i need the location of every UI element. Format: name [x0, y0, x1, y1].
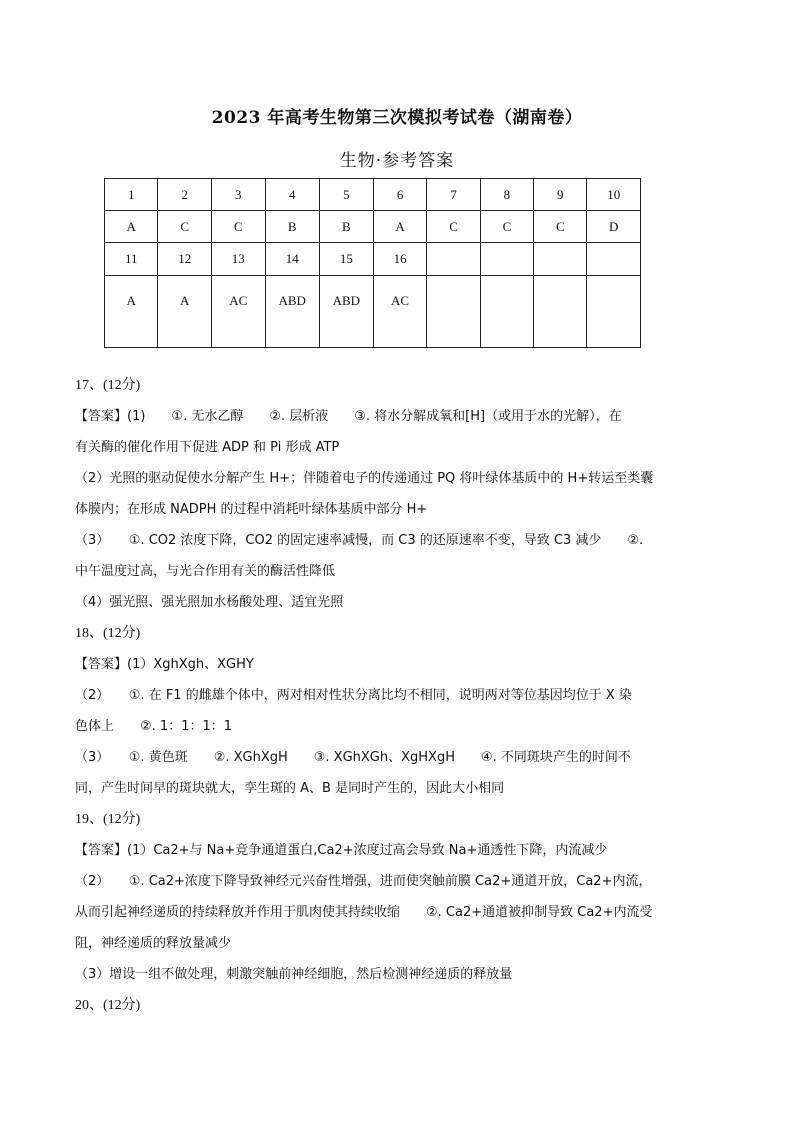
- q17-line: （2）光照的驱动促使水分解产生 H+；伴随着电子的传递通过 PQ 将叶绿体基质中的 H+转运至类囊: [75, 471, 654, 486]
- table-cell: A: [105, 276, 158, 348]
- q17-line: （3） ①. CO2 浓度下降，CO2 的固定速率减慢，而 C3 的还原速率不变，导致 C3 减少 ②.: [75, 533, 644, 548]
- table-cell: [265, 276, 319, 348]
- table-cell: 16: [373, 243, 427, 276]
- table-cell-text: ABD: [278, 293, 306, 308]
- table-cell: C: [480, 211, 533, 243]
- table-row: [105, 179, 641, 211]
- q18-line: （2） ①. 在 F1 的雌雄个体中，两对相对性状分离比均不相同，说明两对等位基因均位于 X 染: [75, 688, 632, 703]
- q18-line: 【答案】(1）XghXgh、XGHY: [75, 657, 254, 672]
- table-cell: A: [105, 211, 158, 243]
- table-cell: C: [534, 211, 587, 243]
- table-row: [105, 211, 641, 243]
- answer-subtitle: 生物·参考答案: [339, 151, 455, 171]
- table-cell: 1: [105, 179, 158, 211]
- table-cell: [587, 276, 641, 348]
- table-cell: 7: [427, 179, 480, 211]
- q17-line: 中午温度过高，与光合作用有关的酶活性降低: [75, 564, 336, 579]
- table-cell: C: [211, 211, 265, 243]
- table-cell: AC: [373, 276, 427, 348]
- table-row: [105, 276, 641, 348]
- table-cell: 6: [373, 179, 427, 211]
- table-cell: 13: [211, 243, 265, 276]
- table-cell: A: [158, 276, 211, 348]
- table-cell: 9: [534, 179, 587, 211]
- table-cell: 5: [319, 179, 373, 211]
- table-cell: AC: [211, 276, 265, 348]
- table-cell: 14: [265, 243, 319, 276]
- table-cell: ABD: [319, 276, 373, 348]
- q19-line: 【答案】(1）Ca2+与 Na+竞争通道蛋白,Ca2+浓度过高会导致 Na+通透性下降，内流减少: [75, 843, 608, 858]
- question-19-heading: 19、(12分): [75, 812, 141, 827]
- table-cell: C: [427, 211, 480, 243]
- table-cell: C: [158, 211, 211, 243]
- q17-line: 【答案】(1) ①. 无水乙醇 ②. 层析液 ③. 将水分解成氧和[H]（或用于水的光解），在: [75, 409, 622, 424]
- answer-table: [104, 178, 641, 348]
- question-20-heading: 20、(12分): [75, 998, 141, 1013]
- table-cell: [534, 276, 587, 348]
- question-18-heading: 18、(12分): [75, 626, 141, 641]
- table-cell: [534, 243, 587, 276]
- question-17-heading: 17、(12分): [75, 378, 141, 393]
- q18-line: 同，产生时间早的斑块就大，孪生斑的 A、B 是同时产生的，因此大小相同: [75, 781, 505, 796]
- answer-content: [75, 370, 680, 1021]
- q17-line: （4）强光照、强光照加水杨酸处理、适宜光照: [75, 595, 344, 610]
- q19-line: （2） ①. Ca2+浓度下降导致神经元兴奋性增强，进而使突触前膜 Ca2+通道开放，Ca2+内流，: [75, 874, 652, 889]
- q17-line: 体膜内；在形成 NADPH 的过程中消耗叶绿体基质中部分 H+: [75, 502, 428, 517]
- table-cell: 10: [587, 179, 641, 211]
- q17-line: 有关酶的催化作用下促进 ADP 和 Pi 形成 ATP: [75, 440, 340, 455]
- table-cell: 2: [158, 179, 211, 211]
- q19-line: （3）增设一组不做处理，刺激突触前神经细胞，然后检测神经递质的释放量: [75, 967, 513, 982]
- table-cell: B: [265, 211, 319, 243]
- table-cell: 15: [319, 243, 373, 276]
- exam-title: 2023 年高考生物第三次模拟考试卷（湖南卷）: [211, 108, 583, 128]
- table-cell: A: [373, 211, 427, 243]
- table-cell: [480, 276, 533, 348]
- table-cell: 4: [265, 179, 319, 211]
- q19-line: 从而引起神经递质的持续释放并作用于肌肉使其持续收缩 ②. Ca2+通道被抑制导致 Ca2+内流受: [75, 905, 653, 920]
- table-cell: B: [319, 211, 373, 243]
- q18-line: （3） ①. 黄色斑 ②. XGhXgH ③. XGhXGh、XgHXgH ④. 不同斑块产生的时间不: [75, 750, 631, 765]
- table-cell: 12: [158, 243, 211, 276]
- table-cell: [480, 243, 533, 276]
- table-cell: [427, 243, 480, 276]
- table-cell: [427, 276, 480, 348]
- q19-line: 阻，神经递质的释放量减少: [75, 936, 232, 951]
- q18-line: 色体上 ②. 1：1：1：1: [75, 719, 233, 734]
- table-cell: 8: [480, 179, 533, 211]
- table-cell: 3: [211, 179, 265, 211]
- table-cell: 11: [105, 243, 158, 276]
- table-cell: [587, 243, 641, 276]
- table-cell: D: [587, 211, 641, 243]
- table-row: [105, 243, 641, 276]
